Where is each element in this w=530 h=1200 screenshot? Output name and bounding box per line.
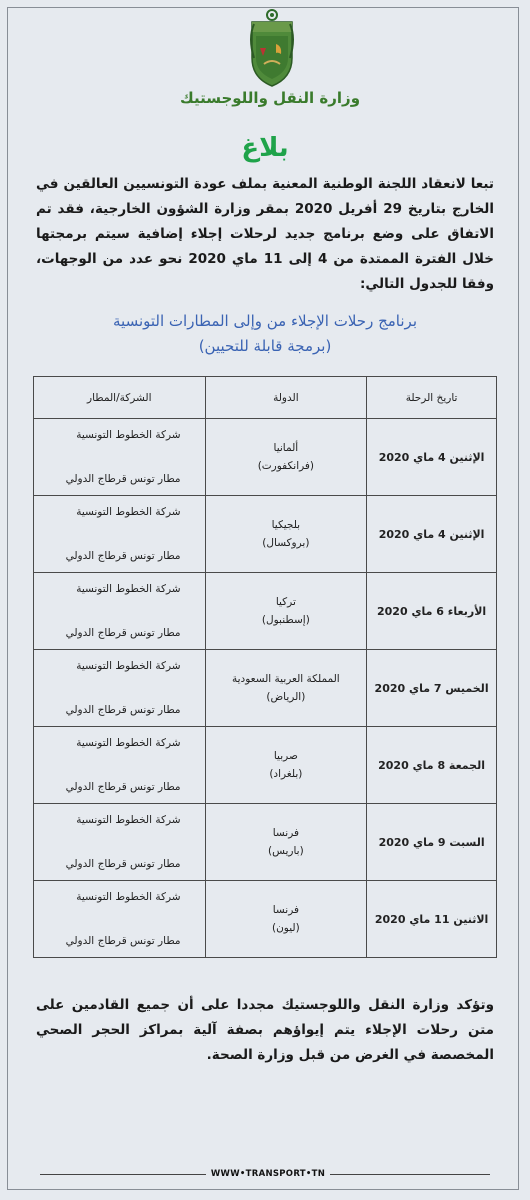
table-row	[34, 419, 497, 496]
cell-date	[367, 727, 497, 804]
table-row	[34, 496, 497, 573]
airline-name: شركة الخطوط التونسية	[76, 506, 181, 518]
cell-date	[367, 496, 497, 573]
flight-date: الجمعة 8 ماي 2020	[378, 758, 486, 772]
airport-name: مطار تونس قرطاج الدولي	[65, 627, 181, 639]
table-row	[34, 650, 497, 727]
cell-date	[367, 573, 497, 650]
country-name: المملكة العربية السعودية	[231, 673, 340, 685]
table-body	[34, 419, 497, 958]
header-carrier: الشركة/المطار	[34, 377, 206, 419]
city-name: (باريس)	[268, 845, 304, 857]
cell-carrier	[34, 727, 206, 804]
cell-date	[367, 419, 497, 496]
airport-name: مطار تونس قرطاج الدولي	[65, 781, 181, 793]
cell-date	[367, 650, 497, 727]
website-address: WWW•TRANSPORT•TN	[210, 1169, 326, 1179]
country-name: بلجيكيا	[271, 519, 301, 531]
table-row	[34, 804, 497, 881]
airport-name: مطار تونس قرطاج الدولي	[65, 704, 181, 716]
table-header-row	[34, 377, 497, 419]
table-row	[34, 573, 497, 650]
country-name: فرنسا	[272, 827, 300, 839]
airline-name: شركة الخطوط التونسية	[76, 737, 181, 749]
airline-name: شركة الخطوط التونسية	[76, 660, 181, 672]
flight-date: السبت 9 ماي 2020	[378, 835, 485, 849]
airline-name: شركة الخطوط التونسية	[76, 891, 181, 903]
airline-name: شركة الخطوط التونسية	[76, 583, 181, 595]
flight-date: الأربعاء 6 ماي 2020	[376, 604, 487, 618]
airline-name: شركة الخطوط التونسية	[76, 814, 181, 826]
airport-name: مطار تونس قرطاج الدولي	[65, 550, 181, 562]
city-name: (الرياض)	[266, 691, 306, 703]
country-name: فرنسا	[272, 904, 300, 916]
flight-date: الإثنين 4 ماي 2020	[378, 450, 485, 464]
closing-paragraph: وتؤكد وزارة النقل واللوجستيك مجددا على أن جميع القادمين على متن رحلات الإجلاء يتم إيواؤهم بصفة آلية بمراكز الحجر الصحي المخصصة في الغرض من قبل وزارة الصحة.	[36, 997, 494, 1063]
table-title: برنامج رحلات الإجلاء من وإلى المطارات التونسية	[113, 312, 417, 330]
airport-name: مطار تونس قرطاج الدولي	[65, 858, 181, 870]
header-date: تاريخ الرحلة	[367, 377, 497, 419]
coat-of-arms-icon	[246, 8, 298, 88]
city-name: (بلغراد)	[269, 768, 303, 780]
header-country: الدولة	[205, 377, 367, 419]
cell-carrier	[34, 650, 206, 727]
city-name: (فرانكفورت)	[257, 460, 315, 472]
flight-date: الاثنين 11 ماي 2020	[374, 912, 489, 926]
cell-carrier	[34, 419, 206, 496]
cell-country	[205, 650, 367, 727]
cell-country	[205, 573, 367, 650]
cell-country	[205, 727, 367, 804]
city-name: (بروكسال)	[262, 537, 310, 549]
cell-carrier	[34, 573, 206, 650]
footer-divider-left	[40, 1174, 206, 1175]
city-name: (إسطنبول)	[261, 614, 310, 626]
cell-country	[205, 804, 367, 881]
intro-paragraph: تبعا لانعقاد اللجنة الوطنية المعنية بملف عودة التونسيين العالقين في الخارج بتاريخ 29 أفريل 2020 بمقر وزارة الشؤون الخارجية، فقد تم الاتفاق على وضع برنامج جديد لرحلات إجلاء إضافية سيتم برمجتها خلال الفترة الممتدة من 4 إلى 11 ماي 2020 نحو عدد من الوجهات، وفقا للجدول التالي:	[36, 176, 494, 292]
cell-carrier	[34, 881, 206, 958]
cell-carrier	[34, 804, 206, 881]
cell-date	[367, 881, 497, 958]
flight-date: الإثنين 4 ماي 2020	[378, 527, 485, 541]
country-name: تركيا	[275, 596, 296, 608]
city-name: (ليون)	[272, 922, 300, 934]
flight-date: الخميس 7 ماي 2020	[374, 681, 489, 695]
country-name: ألمانيا	[273, 442, 299, 454]
country-name: صربيا	[273, 750, 298, 762]
table-subtitle: (برمجة قابلة للتحيين)	[198, 337, 332, 355]
cell-country	[205, 419, 367, 496]
airport-name: مطار تونس قرطاج الدولي	[65, 473, 181, 485]
cell-date	[367, 804, 497, 881]
flight-schedule-table	[33, 376, 497, 958]
table-row	[34, 881, 497, 958]
cell-carrier	[34, 496, 206, 573]
airport-name: مطار تونس قرطاج الدولي	[65, 935, 181, 947]
notice-title: بلاغ	[241, 133, 289, 163]
cell-country	[205, 881, 367, 958]
footer-divider-right	[330, 1174, 490, 1175]
ministry-name: وزارة النقل واللوجستيك	[179, 89, 361, 107]
table-row	[34, 727, 497, 804]
airline-name: شركة الخطوط التونسية	[76, 429, 181, 441]
cell-country	[205, 496, 367, 573]
